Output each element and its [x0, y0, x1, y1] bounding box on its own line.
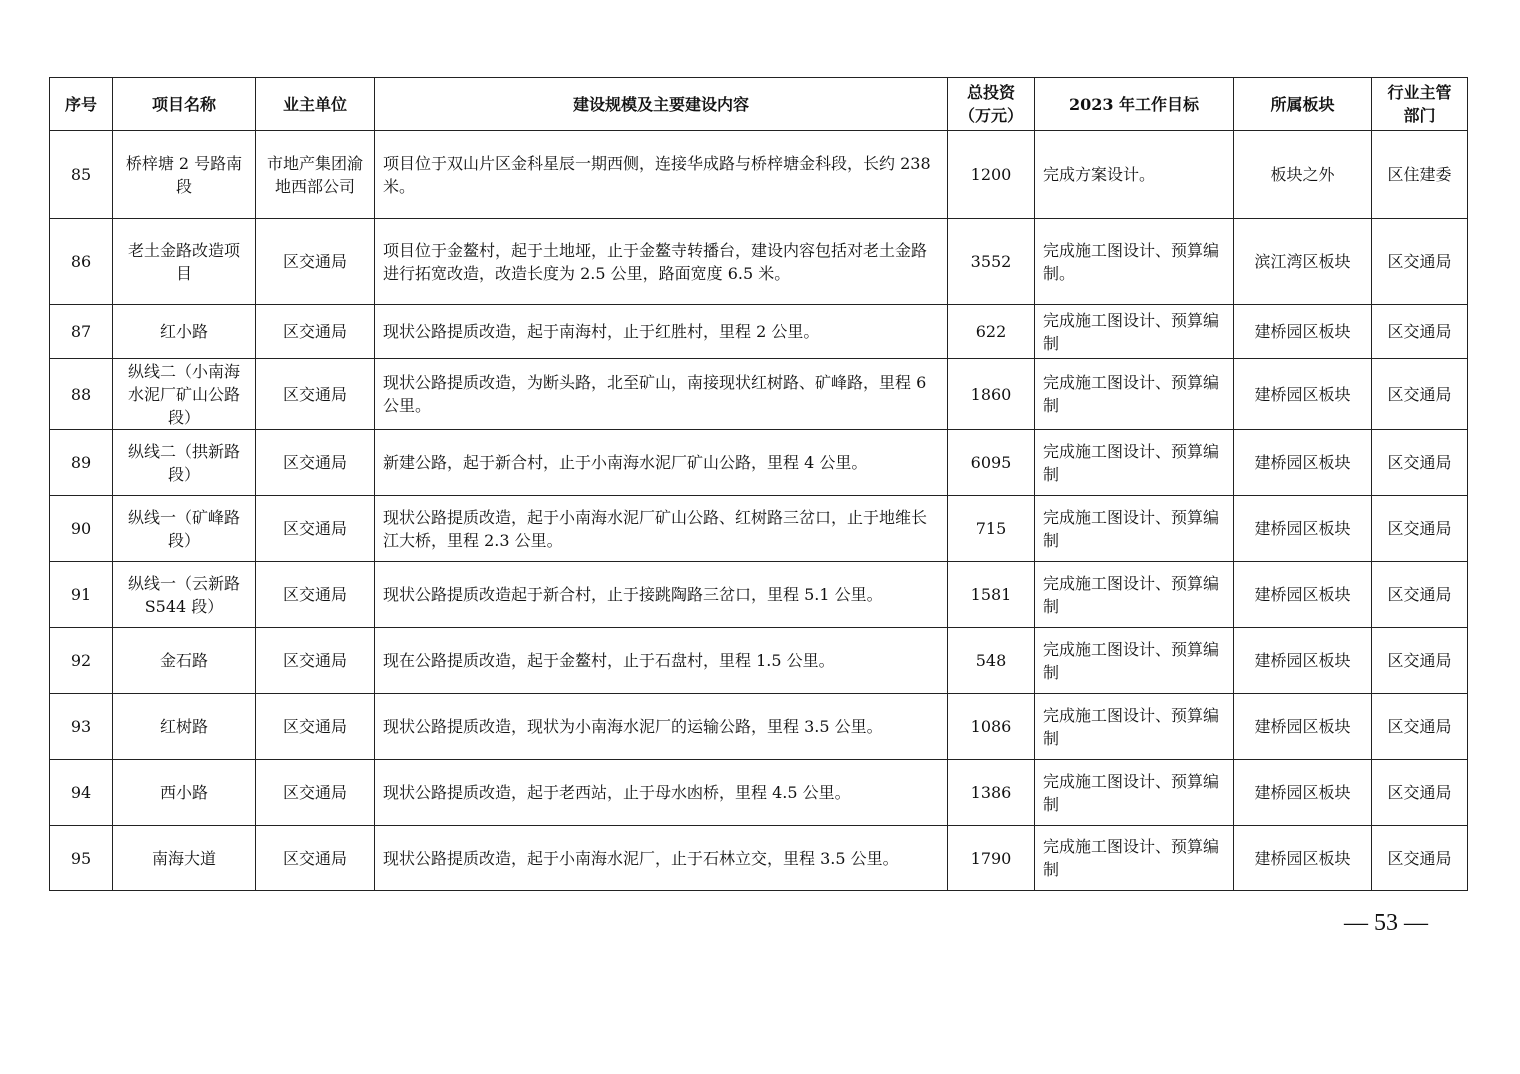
cell-dept: 区交通局: [1372, 760, 1468, 826]
cell-owner: 区交通局: [256, 628, 375, 694]
cell-owner: 区交通局: [256, 694, 375, 760]
cell-owner: 区交通局: [256, 219, 375, 305]
cell-sector: 建桥园区板块: [1234, 305, 1372, 359]
cell-content: 项目位于双山片区金科星辰一期西侧，连接华成路与桥梓塘金科段，长约 238 米。: [375, 131, 948, 219]
cell-owner: 区交通局: [256, 562, 375, 628]
cell-project-name: 纵线一（云新路 S544 段）: [113, 562, 256, 628]
cell-investment: 548: [948, 628, 1035, 694]
cell-seq: 91: [50, 562, 113, 628]
cell-content: 现状公路提质改造，起于小南海水泥厂矿山公路、红树路三岔口，止于地维长江大桥，里程 2.3 公里。: [375, 496, 948, 562]
cell-target: 完成施工图设计、预算编制。: [1035, 219, 1234, 305]
cell-project-name: 红树路: [113, 694, 256, 760]
cell-content: 项目位于金鳌村，起于土地垭，止于金鳌寺转播台，建设内容包括对老土金路进行拓宽改造，改造长度为 2.5 公里，路面宽度 6.5 米。: [375, 219, 948, 305]
cell-seq: 86: [50, 219, 113, 305]
cell-project-name: 南海大道: [113, 826, 256, 891]
table-row: [50, 305, 1468, 359]
cell-owner: 区交通局: [256, 430, 375, 496]
cell-owner: 区交通局: [256, 760, 375, 826]
cell-sector: 建桥园区板块: [1234, 628, 1372, 694]
cell-project-name: 桥梓塘 2 号路南段: [113, 131, 256, 219]
table-row: [50, 359, 1468, 430]
cell-owner: 区交通局: [256, 359, 375, 430]
cell-project-name: 老土金路改造项目: [113, 219, 256, 305]
project-table: [49, 77, 1468, 891]
cell-dept: 区交通局: [1372, 694, 1468, 760]
cell-dept: 区交通局: [1372, 628, 1468, 694]
cell-target: 完成施工图设计、预算编制: [1035, 826, 1234, 891]
cell-investment: 715: [948, 496, 1035, 562]
cell-sector: 建桥园区板块: [1234, 359, 1372, 430]
cell-seq: 92: [50, 628, 113, 694]
cell-content: 现状公路提质改造，为断头路，北至矿山，南接现状红树路、矿峰路，里程 6 公里。: [375, 359, 948, 430]
cell-owner: 市地产集团渝地西部公司: [256, 131, 375, 219]
cell-project-name: 纵线二（拱新路段）: [113, 430, 256, 496]
cell-dept: 区交通局: [1372, 562, 1468, 628]
cell-project-name: 纵线一（矿峰路段）: [113, 496, 256, 562]
cell-target: 完成施工图设计、预算编制: [1035, 760, 1234, 826]
cell-dept: 区交通局: [1372, 219, 1468, 305]
header-investment: 总投资（万元）: [948, 78, 1035, 131]
cell-investment: 1386: [948, 760, 1035, 826]
table-row: [50, 496, 1468, 562]
cell-seq: 93: [50, 694, 113, 760]
cell-seq: 89: [50, 430, 113, 496]
cell-sector: 滨江湾区板块: [1234, 219, 1372, 305]
header-target: 2023 年工作目标: [1035, 78, 1234, 131]
cell-target: 完成施工图设计、预算编制: [1035, 628, 1234, 694]
table-row: [50, 430, 1468, 496]
header-content: 建设规模及主要建设内容: [375, 78, 948, 131]
cell-seq: 94: [50, 760, 113, 826]
cell-investment: 3552: [948, 219, 1035, 305]
cell-project-name: 西小路: [113, 760, 256, 826]
cell-target: 完成施工图设计、预算编制: [1035, 562, 1234, 628]
header-sector: 所属板块: [1234, 78, 1372, 131]
cell-dept: 区住建委: [1372, 131, 1468, 219]
cell-content: 现在公路提质改造，起于金鳌村，止于石盘村，里程 1.5 公里。: [375, 628, 948, 694]
cell-sector: 建桥园区板块: [1234, 694, 1372, 760]
table-row: [50, 628, 1468, 694]
cell-owner: 区交通局: [256, 305, 375, 359]
cell-target: 完成施工图设计、预算编制: [1035, 496, 1234, 562]
page-number: — 53 —: [1344, 910, 1428, 936]
cell-investment: 1581: [948, 562, 1035, 628]
cell-project-name: 纵线二（小南海水泥厂矿山公路段）: [113, 359, 256, 430]
cell-sector: 建桥园区板块: [1234, 760, 1372, 826]
cell-investment: 1790: [948, 826, 1035, 891]
cell-investment: 1086: [948, 694, 1035, 760]
table-row: [50, 826, 1468, 891]
table-row: [50, 219, 1468, 305]
cell-investment: 6095: [948, 430, 1035, 496]
cell-owner: 区交通局: [256, 496, 375, 562]
cell-target: 完成施工图设计、预算编制: [1035, 305, 1234, 359]
cell-dept: 区交通局: [1372, 430, 1468, 496]
cell-content: 现状公路提质改造，起于南海村，止于红胜村，里程 2 公里。: [375, 305, 948, 359]
header-seq: 序号: [50, 78, 113, 131]
cell-target: 完成方案设计。: [1035, 131, 1234, 219]
cell-project-name: 金石路: [113, 628, 256, 694]
cell-dept: 区交通局: [1372, 826, 1468, 891]
cell-seq: 88: [50, 359, 113, 430]
cell-sector: 建桥园区板块: [1234, 562, 1372, 628]
cell-content: 现状公路提质改造，起于老西站，止于母水凼桥，里程 4.5 公里。: [375, 760, 948, 826]
header-owner: 业主单位: [256, 78, 375, 131]
cell-dept: 区交通局: [1372, 496, 1468, 562]
cell-content: 现状公路提质改造起于新合村，止于接跳陶路三岔口，里程 5.1 公里。: [375, 562, 948, 628]
cell-sector: 板块之外: [1234, 131, 1372, 219]
table-row: [50, 562, 1468, 628]
cell-dept: 区交通局: [1372, 359, 1468, 430]
cell-project-name: 红小路: [113, 305, 256, 359]
cell-seq: 90: [50, 496, 113, 562]
cell-content: 现状公路提质改造，现状为小南海水泥厂的运输公路，里程 3.5 公里。: [375, 694, 948, 760]
header-project-name: 项目名称: [113, 78, 256, 131]
cell-content: 新建公路，起于新合村，止于小南海水泥厂矿山公路，里程 4 公里。: [375, 430, 948, 496]
cell-seq: 85: [50, 131, 113, 219]
cell-investment: 1200: [948, 131, 1035, 219]
header-row: [50, 78, 1468, 131]
cell-dept: 区交通局: [1372, 305, 1468, 359]
cell-content: 现状公路提质改造，起于小南海水泥厂，止于石林立交，里程 3.5 公里。: [375, 826, 948, 891]
table-row: [50, 131, 1468, 219]
cell-target: 完成施工图设计、预算编制: [1035, 359, 1234, 430]
header-dept: 行业主管部门: [1372, 78, 1468, 131]
table-header: [50, 78, 1468, 131]
cell-seq: 95: [50, 826, 113, 891]
cell-sector: 建桥园区板块: [1234, 496, 1372, 562]
cell-owner: 区交通局: [256, 826, 375, 891]
cell-sector: 建桥园区板块: [1234, 430, 1372, 496]
table-row: [50, 694, 1468, 760]
table-row: [50, 760, 1468, 826]
table-body: [50, 131, 1468, 891]
cell-sector: 建桥园区板块: [1234, 826, 1372, 891]
cell-investment: 1860: [948, 359, 1035, 430]
cell-target: 完成施工图设计、预算编制: [1035, 430, 1234, 496]
cell-investment: 622: [948, 305, 1035, 359]
cell-target: 完成施工图设计、预算编制: [1035, 694, 1234, 760]
cell-seq: 87: [50, 305, 113, 359]
